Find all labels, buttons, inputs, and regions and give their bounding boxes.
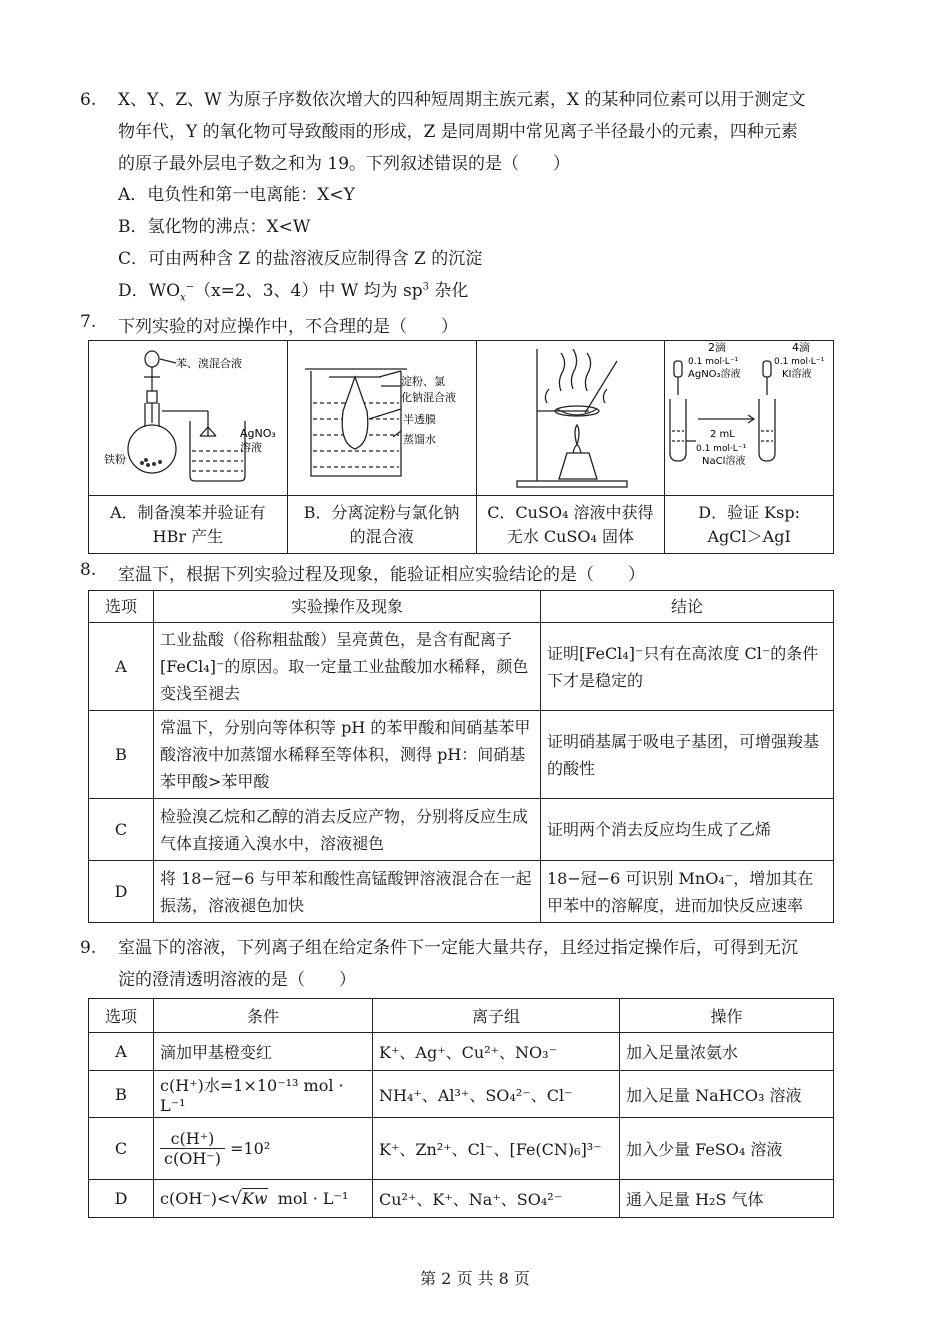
- q6-option-d: [118, 276, 468, 303]
- q9-c-rhs: =10²: [230, 1139, 271, 1158]
- q6-d-text: （x=2、3、4）中 W 均为 sp: [194, 281, 423, 301]
- q8-row-b-operation: 常温下，分别向等体积等 pH 的苯甲酸和间硝基苯甲酸溶液中加蒸馏水稀释至等体积，测得 pH：间硝基苯甲酸>苯甲酸: [154, 711, 541, 799]
- q9-row-b-condition: c(H⁺)水=1×10⁻¹³ mol · L⁻¹: [154, 1071, 373, 1118]
- q9-row-d-ions: Cu²⁺、K⁺、Na⁺、SO₄²⁻: [373, 1180, 620, 1218]
- q8-row-c-option: C: [89, 799, 154, 861]
- q8-row-c-operation: 检验溴乙烷和乙醇的消去反应产物，分别将反应生成气体直接通入溴水中，溶液褪色: [154, 799, 541, 861]
- q9-row-a-condition: 滴加甲基橙变红: [154, 1033, 373, 1071]
- q8-stem: 室温下，根据下列实验过程及现象，能验证相应实验结论的是（ ）: [118, 565, 645, 585]
- q8-row-b-option: B: [89, 711, 154, 799]
- q8-row-d-operation: 将 18−冠−6 与甲苯和酸性高锰酸钾溶液混合在一起振荡，溶液褪色加快: [154, 861, 541, 923]
- q6-d-end: 杂化: [429, 281, 469, 301]
- q6-line2: 物年代，Y 的氧化物可导致酸雨的形成，Z 是同周期中常见离子半径最小的元素，四种元素: [118, 122, 798, 142]
- fig-d-label-ki: KI溶液: [782, 369, 812, 380]
- q9-number: 9.: [80, 938, 97, 958]
- q9-c-numerator: c(H⁺): [160, 1129, 225, 1149]
- q8-header-operation: 实验操作及现象: [154, 591, 541, 623]
- fig-d-label-conc3: 0.1 mol·L⁻¹: [696, 444, 747, 454]
- table-row: [89, 1071, 834, 1118]
- table-row: [89, 1033, 834, 1071]
- q7-caption-a: A．制备溴苯并验证有 HBr 产生: [89, 496, 288, 554]
- q9-line1: 室温下的溶液，下列离子组在给定条件下一定能大量共存，且经过指定操作后，可得到无沉: [118, 938, 798, 958]
- q9-row-c-condition: [154, 1118, 373, 1180]
- q9-d-root: Kw: [241, 1189, 268, 1208]
- q6-line3: 的原子最外层电子数之和为 19。下列叙述错误的是（ ）: [118, 154, 571, 174]
- q8-row-b-conclusion: 证明硝基属于吸电子基团，可增强羧基的酸性: [541, 711, 834, 799]
- q9-row-c-operation: 加入少量 FeSO₄ 溶液: [620, 1118, 834, 1180]
- q9-row-a-ions: K⁺、Ag⁺、Cu²⁺、NO₃⁻: [373, 1033, 620, 1071]
- q9-row-c-ions: K⁺、Zn²⁺、Cl⁻、[Fe(CN)₆]³⁻: [373, 1118, 620, 1180]
- table-row: [89, 1180, 834, 1218]
- q8-row-a-conclusion: 证明[FeCl₄]⁻只有在高浓度 Cl⁻的条件下才是稳定的: [541, 623, 834, 711]
- q9-d-unit: mol · L⁻¹: [277, 1189, 349, 1208]
- q7-caption-d: D．验证 Ksp: AgCl＞AgI: [665, 496, 834, 554]
- fig-a-label-solution: 溶液: [239, 441, 262, 454]
- q8-row-d-conclusion: 18−冠−6 可识别 MnO₄⁻，增加其在甲苯中的溶解度，进而加快反应速率: [541, 861, 834, 923]
- table-row: [89, 711, 834, 799]
- q8-table: [88, 590, 834, 923]
- table-row: [89, 623, 834, 711]
- fig-d-label-conc2: 0.1 mol·L⁻¹: [774, 357, 825, 367]
- q8-row-a-option: A: [89, 623, 154, 711]
- q7-stem: 下列实验的对应操作中，不合理的是（ ）: [118, 317, 458, 337]
- apparatus-ksp-icon: [666, 341, 832, 491]
- q9-row-d-option: D: [89, 1180, 154, 1218]
- q7-figure-table: [88, 340, 834, 554]
- q7-number: 7.: [80, 312, 97, 332]
- q7-fig-b: [287, 341, 476, 496]
- q6-d-sup: −: [185, 281, 195, 293]
- apparatus-bromobenzene-icon: [90, 341, 286, 491]
- q7-fig-d: [665, 341, 834, 496]
- q9-d-pre: c(OH⁻)<: [160, 1189, 231, 1208]
- fig-d-label-agno3: AgNO₃溶液: [688, 369, 741, 380]
- q9-row-a-option: A: [89, 1033, 154, 1071]
- q7-caption-b: B．分离淀粉与氯化钠 的混合液: [287, 496, 476, 554]
- q9-header-condition: 条件: [154, 999, 373, 1033]
- q6-line1: X、Y、Z、W 为原子序数依次增大的四种短周期主族元素，X 的某种同位素可以用于测定文: [118, 90, 806, 110]
- fig-a-label-agno3: AgNO₃: [239, 427, 276, 440]
- fig-d-label-2ml: 2 mL: [710, 429, 735, 440]
- page-footer: 第 2 页 共 8 页: [420, 1269, 530, 1288]
- fig-a-label-mix: 苯、溴混合液: [175, 357, 242, 370]
- q6-option-a: A．电负性和第一电离能：X<Y: [118, 185, 355, 205]
- fig-d-label-2drops: 2滴: [708, 341, 727, 354]
- fig-b-label-membrane: 半透膜: [402, 413, 436, 426]
- q6-number: 6.: [80, 90, 97, 110]
- q9-row-d-operation: 通入足量 H₂S 气体: [620, 1180, 834, 1218]
- q6-d-sub: x: [180, 292, 186, 304]
- fig-b-label-nacl: 化钠混合液: [400, 391, 456, 404]
- q9-row-d-condition: c(OH⁻)<√Kw mol · L⁻¹: [154, 1180, 373, 1218]
- q6-d-formula: D．WO: [118, 281, 181, 301]
- q9-header-option: 选项: [89, 999, 154, 1033]
- apparatus-dialysis-icon: [289, 341, 475, 491]
- q6-stem: [118, 84, 898, 180]
- fig-a-label-iron: 铁粉: [103, 453, 126, 466]
- q9-header-operation: 操作: [620, 999, 834, 1033]
- q8-row-a-operation: 工业盐酸（俗称粗盐酸）呈亮黄色，是含有配离子[FeCl₄]⁻的原因。取一定量工业盐酸加水稀释，颜色变浅至褪去: [154, 623, 541, 711]
- q9-row-c-option: C: [89, 1118, 154, 1180]
- q9-header-ions: 离子组: [373, 999, 620, 1033]
- q8-row-d-option: D: [89, 861, 154, 923]
- fig-d-label-nacl: NaCl溶液: [702, 456, 746, 467]
- q7-caption-c: C．CuSO₄ 溶液中获得 无水 CuSO₄ 固体: [476, 496, 665, 554]
- q9-row-b-operation: 加入足量 NaHCO₃ 溶液: [620, 1071, 834, 1118]
- q8-number: 8.: [80, 560, 97, 580]
- fig-b-label-water: 蒸馏水: [402, 433, 436, 446]
- q8-header-conclusion: 结论: [541, 591, 834, 623]
- table-row: [89, 1118, 834, 1180]
- q7-fig-c: [476, 341, 665, 496]
- fig-d-label-conc1: 0.1 mol·L⁻¹: [688, 357, 739, 367]
- q9-c-denominator: c(OH⁻): [164, 1149, 221, 1168]
- table-row: [89, 861, 834, 923]
- apparatus-evaporation-icon: [477, 341, 663, 491]
- q8-row-c-conclusion: 证明两个消去反应均生成了乙烯: [541, 799, 834, 861]
- q9-row-a-operation: 加入足量浓氨水: [620, 1033, 834, 1071]
- fig-b-label-starch: 淀粉、氯: [400, 375, 445, 388]
- q6-option-c: C．可由两种含 Z 的盐溶液反应制得含 Z 的沉淀: [118, 249, 483, 269]
- q6-d-sup2: 3: [422, 281, 430, 293]
- q9-stem: [118, 932, 898, 996]
- table-row: [89, 799, 834, 861]
- q9-row-b-ions: NH₄⁺、Al³⁺、SO₄²⁻、Cl⁻: [373, 1071, 620, 1118]
- q6-option-b: B．氢化物的沸点：X<W: [118, 217, 311, 237]
- q9-line2: 淀的澄清透明溶液的是（ ）: [118, 970, 356, 990]
- q9-row-b-option: B: [89, 1071, 154, 1118]
- q8-header-option: 选项: [89, 591, 154, 623]
- q9-table: [88, 998, 834, 1218]
- q7-fig-a: [89, 341, 288, 496]
- fig-d-label-4drops: 4滴: [792, 341, 811, 354]
